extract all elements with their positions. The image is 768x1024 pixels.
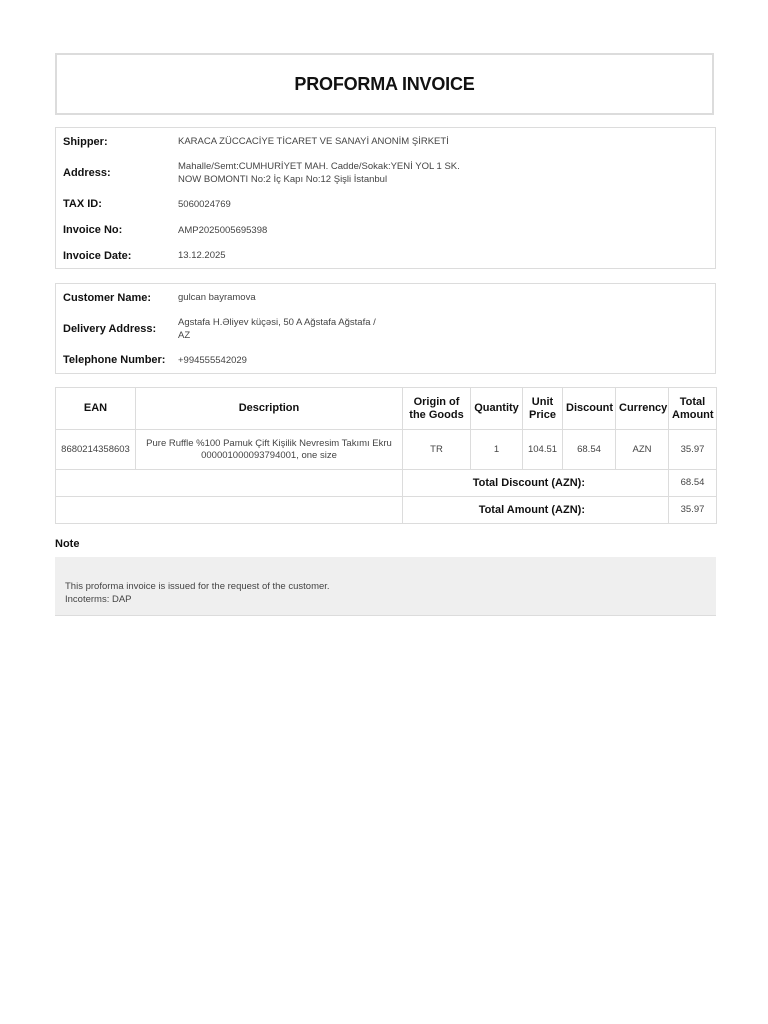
total-amount-spacer [56, 497, 403, 524]
col-header-total-amount: Total Amount [669, 388, 717, 430]
customer-name-value [178, 291, 256, 304]
col-header-unit-price: Unit Price [523, 388, 563, 430]
note-line-2: Incoterms: DAP [65, 594, 132, 605]
total-discount-label: Total Discount (AZN): [403, 470, 669, 497]
address-row [56, 155, 715, 191]
invoice-no-row [56, 217, 715, 243]
total-amount-row [56, 497, 717, 524]
cell-origin: TR [403, 430, 471, 470]
tax-id-label: TAX ID: [63, 198, 102, 210]
tax-id-value [178, 198, 231, 211]
invoice-no-value [178, 224, 267, 237]
delivery-address-value-line-2: AZ [178, 330, 191, 341]
total-amount-value: 35.97 [669, 497, 717, 524]
telephone-row [56, 347, 715, 373]
total-discount-row [56, 470, 717, 497]
col-header-ean: EAN [56, 388, 136, 430]
address-value-line-1: Mahalle/Semt:CUMHURİYET MAH. Cadde/Sokak:YENİ YOL 1 SK. [178, 161, 460, 172]
customer-info-box [55, 283, 716, 374]
cell-total-amount: 35.97 [669, 430, 717, 470]
title-box [55, 53, 714, 115]
shipper-value [178, 135, 449, 148]
cell-discount: 68.54 [563, 430, 616, 470]
total-discount-spacer [56, 470, 403, 497]
customer-name-value-line: gulcan bayramova [178, 292, 256, 303]
note-title: Note [55, 538, 80, 550]
cell-quantity: 1 [471, 430, 523, 470]
table-header-row [56, 388, 717, 430]
note-line-1: This proforma invoice is issued for the request of the customer. [65, 581, 330, 592]
invoice-no-value-line: AMP2025005695398 [178, 224, 268, 236]
customer-name-row [56, 284, 715, 311]
shipper-row [56, 128, 715, 155]
shipper-info-box [55, 127, 716, 269]
shipper-value-line: KARACA ZÜCCACİYE TİCARET VE SANAYİ ANONİM ŞİRKETİ [178, 136, 449, 147]
note-box [55, 557, 716, 616]
delivery-address-value [178, 316, 376, 342]
page-title: PROFORMA INVOICE [294, 73, 475, 94]
shipper-label: Shipper: [63, 135, 108, 148]
cell-unit-price: 104.51 [523, 430, 563, 470]
col-header-origin: Origin of the Goods [403, 388, 471, 430]
telephone-label: Telephone Number: [63, 354, 166, 366]
items-table [55, 387, 717, 524]
address-value-line-2: NOW BOMONTI No:2 İç Kapı No:12 Şişli İstanbul [178, 174, 388, 185]
address-label: Address: [63, 167, 111, 179]
table-row [56, 430, 717, 470]
col-header-quantity: Quantity [471, 388, 523, 430]
delivery-address-row [56, 311, 715, 347]
tax-id-row [56, 191, 715, 217]
col-header-discount: Discount [563, 388, 616, 430]
delivery-address-value-line-1: Agstafa H.Əliyev küçəsi, 50 A Ağstafa Ağstafa / [178, 317, 376, 328]
invoice-no-label: Invoice No: [63, 224, 123, 236]
customer-name-label: Customer Name: [63, 291, 152, 304]
tax-id-value-line: 5060024769 [178, 198, 231, 210]
total-discount-value: 68.54 [669, 470, 717, 497]
col-header-currency: Currency [616, 388, 669, 430]
cell-description: Pure Ruffle %100 Pamuk Çift Kişilik Nevresim Takımı Ekru 000001000093794001, one size [136, 430, 403, 470]
cell-currency: AZN [616, 430, 669, 470]
invoice-date-label: Invoice Date: [63, 249, 132, 262]
invoice-date-value-line: 13.12.2025 [178, 250, 226, 261]
delivery-address-label: Delivery Address: [63, 323, 157, 335]
telephone-value-line: +994555542029 [178, 354, 247, 366]
invoice-date-row [56, 243, 715, 268]
address-value [178, 160, 460, 186]
telephone-value [178, 354, 247, 367]
total-amount-label: Total Amount (AZN): [403, 497, 669, 524]
col-header-description: Description [136, 388, 403, 430]
cell-ean: 8680214358603 [56, 430, 136, 470]
invoice-date-value [178, 249, 226, 262]
